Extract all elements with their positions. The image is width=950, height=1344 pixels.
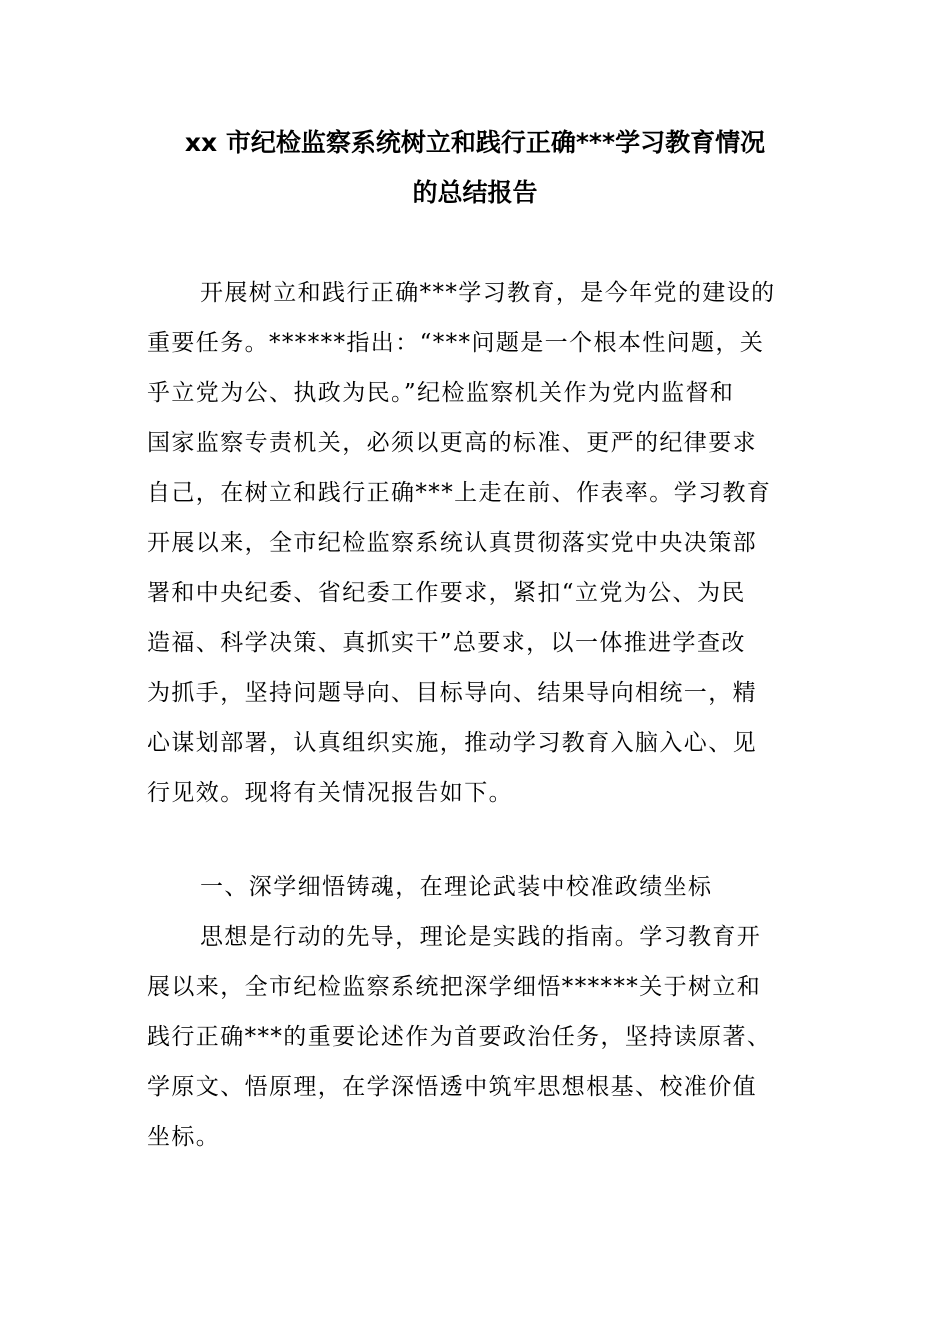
intro-paragraph [147,268,807,818]
paragraph-line: 自己，在树立和践行正确***上走在前、作表率。学习教育 [147,480,772,506]
document-title [140,118,810,218]
paragraph-line: 心谋划部署，认真组织实施，推动学习教育入脑入心、见 [147,730,757,756]
paragraph-line: 重要任务。******指出：“***问题是一个根本性问题，关 [147,330,765,356]
paragraph-line: 为抓手，坚持问题导向、目标导向、结果导向相统一，精 [147,680,757,706]
paragraph-line: 行见效。现将有关情况报告如下。 [147,780,513,806]
paragraph-line: 署和中央纪委、省纪委工作要求，紧扣“立党为公、为民 [147,580,746,606]
section-paragraph [147,912,807,1162]
paragraph-line: 学原文、悟原理，在学深悟透中筑牢思想根基、校准价值 [147,1074,757,1100]
paragraph-line: 展以来，全市纪检监察系统把深学细悟******关于树立和 [147,974,762,1000]
paragraph-line: 思想是行动的先导，理论是实践的指南。学习教育开 [200,924,762,950]
section-heading [147,862,807,912]
paragraph-line: 开展树立和践行正确***学习教育，是今年党的建设的 [200,280,776,306]
title-line: xx 市纪检监察系统树立和践行正确***学习教育情况 [184,128,766,157]
paragraph-line: 乎立党为公、执政为民。”纪检监察机关作为党内监督和 [147,380,735,406]
section-heading-text: 一、深学细悟铸魂，在理论武装中校准政绩坐标 [200,874,713,900]
paragraph-line: 造福、科学决策、真抓实干”总要求，以一体推进学查改 [147,630,746,656]
paragraph-line: 开展以来，全市纪检监察系统认真贯彻落实党中央决策部 [147,530,757,556]
paragraph-line: 坐标。 [147,1124,221,1150]
paragraph-line: 国家监察专责机关，必须以更高的标准、更严的纪律要求 [147,430,757,456]
title-line: 的总结报告 [412,178,538,207]
paragraph-line: 践行正确***的重要论述作为首要政治任务，坚持读原著、 [147,1024,772,1050]
